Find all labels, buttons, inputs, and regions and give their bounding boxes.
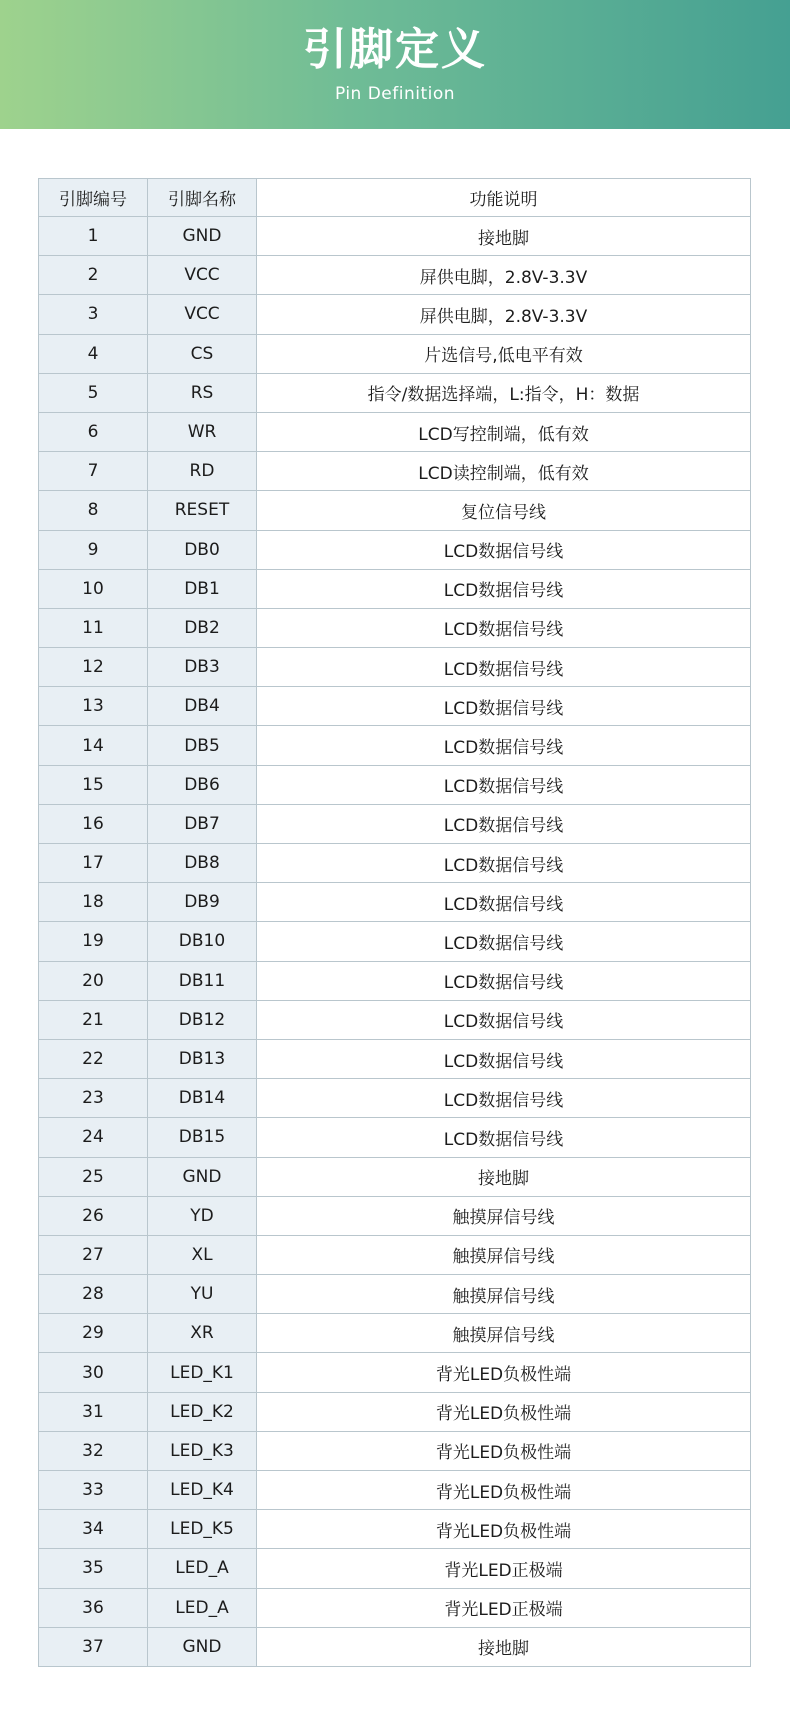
- pin-function-cell: LCD数据信号线: [257, 765, 751, 804]
- page-subtitle: Pin Definition: [334, 84, 456, 104]
- table-row: [39, 1588, 751, 1627]
- pin-name-cell: RESET: [148, 491, 257, 530]
- pin-name-cell: DB3: [148, 648, 257, 687]
- table-row: [39, 804, 751, 843]
- table-row: [39, 1314, 751, 1353]
- table-row: [39, 1079, 751, 1118]
- pin-name-cell: LED_K3: [148, 1431, 257, 1470]
- table-row: [39, 687, 751, 726]
- pin-name-cell: LED_K2: [148, 1392, 257, 1431]
- table-row: [39, 334, 751, 373]
- table-header: [39, 179, 751, 217]
- pin-number-cell: 5: [39, 373, 148, 412]
- pin-number-cell: 20: [39, 961, 148, 1000]
- pin-function-cell: 背光LED负极性端: [257, 1471, 751, 1510]
- pin-function-cell: LCD数据信号线: [257, 687, 751, 726]
- pin-number-cell: 12: [39, 648, 148, 687]
- column-header-function: 功能说明: [257, 179, 751, 217]
- table-row: [39, 569, 751, 608]
- pin-function-cell: LCD数据信号线: [257, 530, 751, 569]
- pin-function-cell: LCD数据信号线: [257, 1000, 751, 1039]
- pin-number-cell: 10: [39, 569, 148, 608]
- pin-number-cell: 31: [39, 1392, 148, 1431]
- pin-number-cell: 19: [39, 922, 148, 961]
- pin-name-cell: DB14: [148, 1079, 257, 1118]
- pin-definition-table: [38, 178, 751, 1667]
- table-row: [39, 217, 751, 256]
- pin-number-cell: 29: [39, 1314, 148, 1353]
- pin-name-cell: LED_A: [148, 1549, 257, 1588]
- pin-name-cell: DB7: [148, 804, 257, 843]
- pin-function-cell: LCD数据信号线: [257, 961, 751, 1000]
- pin-function-cell: 背光LED负极性端: [257, 1510, 751, 1549]
- pin-name-cell: DB9: [148, 883, 257, 922]
- pin-number-cell: 25: [39, 1157, 148, 1196]
- pin-name-cell: YU: [148, 1275, 257, 1314]
- table-row: [39, 373, 751, 412]
- table-row: [39, 844, 751, 883]
- table-row: [39, 1549, 751, 1588]
- table-body: [39, 217, 751, 1667]
- pin-function-cell: 背光LED负极性端: [257, 1392, 751, 1431]
- pin-function-cell: LCD数据信号线: [257, 883, 751, 922]
- pin-number-cell: 11: [39, 608, 148, 647]
- pin-number-cell: 27: [39, 1235, 148, 1274]
- pin-function-cell: 触摸屏信号线: [257, 1235, 751, 1274]
- pin-function-cell: 触摸屏信号线: [257, 1314, 751, 1353]
- pin-number-cell: 23: [39, 1079, 148, 1118]
- pin-function-cell: LCD数据信号线: [257, 1118, 751, 1157]
- pin-number-cell: 17: [39, 844, 148, 883]
- table-row: [39, 1510, 751, 1549]
- pin-function-cell: LCD数据信号线: [257, 726, 751, 765]
- table-row: [39, 922, 751, 961]
- pin-number-cell: 1: [39, 217, 148, 256]
- pin-number-cell: 26: [39, 1196, 148, 1235]
- table-row: [39, 1353, 751, 1392]
- pin-number-cell: 24: [39, 1118, 148, 1157]
- pin-function-cell: 屏供电脚，2.8V-3.3V: [257, 295, 751, 334]
- table-row: [39, 1196, 751, 1235]
- pin-function-cell: 接地脚: [257, 1157, 751, 1196]
- pin-number-cell: 37: [39, 1627, 148, 1666]
- table-row: [39, 491, 751, 530]
- table-row: [39, 608, 751, 647]
- pin-name-cell: XR: [148, 1314, 257, 1353]
- pin-name-cell: RS: [148, 373, 257, 412]
- table-row: [39, 1118, 751, 1157]
- table-row: [39, 883, 751, 922]
- table-row: [39, 412, 751, 451]
- table-row: [39, 648, 751, 687]
- column-header-pin-name: 引脚名称: [148, 179, 257, 217]
- pin-number-cell: 35: [39, 1549, 148, 1588]
- table-header-row: [39, 179, 751, 217]
- pin-function-cell: 指令/数据选择端，L:指令，H：数据: [257, 373, 751, 412]
- pin-name-cell: LED_K1: [148, 1353, 257, 1392]
- pin-name-cell: VCC: [148, 256, 257, 295]
- pin-number-cell: 14: [39, 726, 148, 765]
- pin-function-cell: 接地脚: [257, 217, 751, 256]
- pin-number-cell: 8: [39, 491, 148, 530]
- table-row: [39, 961, 751, 1000]
- pin-function-cell: 背光LED负极性端: [257, 1353, 751, 1392]
- pin-number-cell: 22: [39, 1039, 148, 1078]
- pin-name-cell: DB15: [148, 1118, 257, 1157]
- pin-name-cell: DB5: [148, 726, 257, 765]
- pin-number-cell: 32: [39, 1431, 148, 1470]
- pin-name-cell: LED_A: [148, 1588, 257, 1627]
- pin-number-cell: 4: [39, 334, 148, 373]
- table-row: [39, 1157, 751, 1196]
- pin-function-cell: LCD数据信号线: [257, 922, 751, 961]
- pin-function-cell: LCD数据信号线: [257, 844, 751, 883]
- pin-name-cell: DB10: [148, 922, 257, 961]
- pin-function-cell: LCD数据信号线: [257, 1039, 751, 1078]
- pin-function-cell: LCD数据信号线: [257, 569, 751, 608]
- table-row: [39, 1431, 751, 1470]
- pin-name-cell: DB0: [148, 530, 257, 569]
- pin-function-cell: 复位信号线: [257, 491, 751, 530]
- pin-name-cell: XL: [148, 1235, 257, 1274]
- pin-name-cell: DB4: [148, 687, 257, 726]
- pin-name-cell: WR: [148, 412, 257, 451]
- table-row: [39, 1235, 751, 1274]
- pin-name-cell: YD: [148, 1196, 257, 1235]
- pin-number-cell: 28: [39, 1275, 148, 1314]
- pin-number-cell: 9: [39, 530, 148, 569]
- pin-function-cell: 背光LED负极性端: [257, 1431, 751, 1470]
- table-row: [39, 256, 751, 295]
- pin-function-cell: 背光LED正极端: [257, 1588, 751, 1627]
- page-title: 引脚定义: [303, 24, 487, 75]
- pin-number-cell: 15: [39, 765, 148, 804]
- pin-function-cell: LCD写控制端，低有效: [257, 412, 751, 451]
- column-header-pin-number: 引脚编号: [39, 179, 148, 217]
- table-row: [39, 1275, 751, 1314]
- pin-function-cell: LCD读控制端，低有效: [257, 452, 751, 491]
- pin-name-cell: LED_K5: [148, 1510, 257, 1549]
- table-row: [39, 726, 751, 765]
- pin-function-cell: 片选信号,低电平有效: [257, 334, 751, 373]
- table-row: [39, 1471, 751, 1510]
- table-row: [39, 1000, 751, 1039]
- pin-name-cell: LED_K4: [148, 1471, 257, 1510]
- table-row: [39, 452, 751, 491]
- pin-number-cell: 2: [39, 256, 148, 295]
- pin-function-cell: 接地脚: [257, 1627, 751, 1666]
- pin-name-cell: GND: [148, 1627, 257, 1666]
- pin-function-cell: LCD数据信号线: [257, 1079, 751, 1118]
- pin-number-cell: 30: [39, 1353, 148, 1392]
- pin-function-cell: 触摸屏信号线: [257, 1196, 751, 1235]
- pin-name-cell: DB12: [148, 1000, 257, 1039]
- pin-number-cell: 7: [39, 452, 148, 491]
- header-banner: [0, 0, 790, 129]
- pin-function-cell: LCD数据信号线: [257, 804, 751, 843]
- table-row: [39, 1039, 751, 1078]
- pin-name-cell: RD: [148, 452, 257, 491]
- pin-number-cell: 18: [39, 883, 148, 922]
- pin-name-cell: DB1: [148, 569, 257, 608]
- table-row: [39, 765, 751, 804]
- pin-number-cell: 16: [39, 804, 148, 843]
- pin-function-cell: LCD数据信号线: [257, 648, 751, 687]
- pin-name-cell: VCC: [148, 295, 257, 334]
- pin-function-cell: LCD数据信号线: [257, 608, 751, 647]
- pin-name-cell: DB2: [148, 608, 257, 647]
- pin-function-cell: 触摸屏信号线: [257, 1275, 751, 1314]
- pin-name-cell: DB6: [148, 765, 257, 804]
- table-row: [39, 1392, 751, 1431]
- pin-name-cell: DB11: [148, 961, 257, 1000]
- pin-name-cell: CS: [148, 334, 257, 373]
- pin-number-cell: 3: [39, 295, 148, 334]
- pin-name-cell: DB8: [148, 844, 257, 883]
- pin-number-cell: 36: [39, 1588, 148, 1627]
- pin-number-cell: 21: [39, 1000, 148, 1039]
- pin-name-cell: DB13: [148, 1039, 257, 1078]
- pin-name-cell: GND: [148, 217, 257, 256]
- pin-function-cell: 屏供电脚，2.8V-3.3V: [257, 256, 751, 295]
- table-row: [39, 1627, 751, 1666]
- table-row: [39, 295, 751, 334]
- pin-number-cell: 13: [39, 687, 148, 726]
- pin-number-cell: 33: [39, 1471, 148, 1510]
- pin-function-cell: 背光LED正极端: [257, 1549, 751, 1588]
- pin-number-cell: 34: [39, 1510, 148, 1549]
- pin-number-cell: 6: [39, 412, 148, 451]
- pin-name-cell: GND: [148, 1157, 257, 1196]
- table-row: [39, 530, 751, 569]
